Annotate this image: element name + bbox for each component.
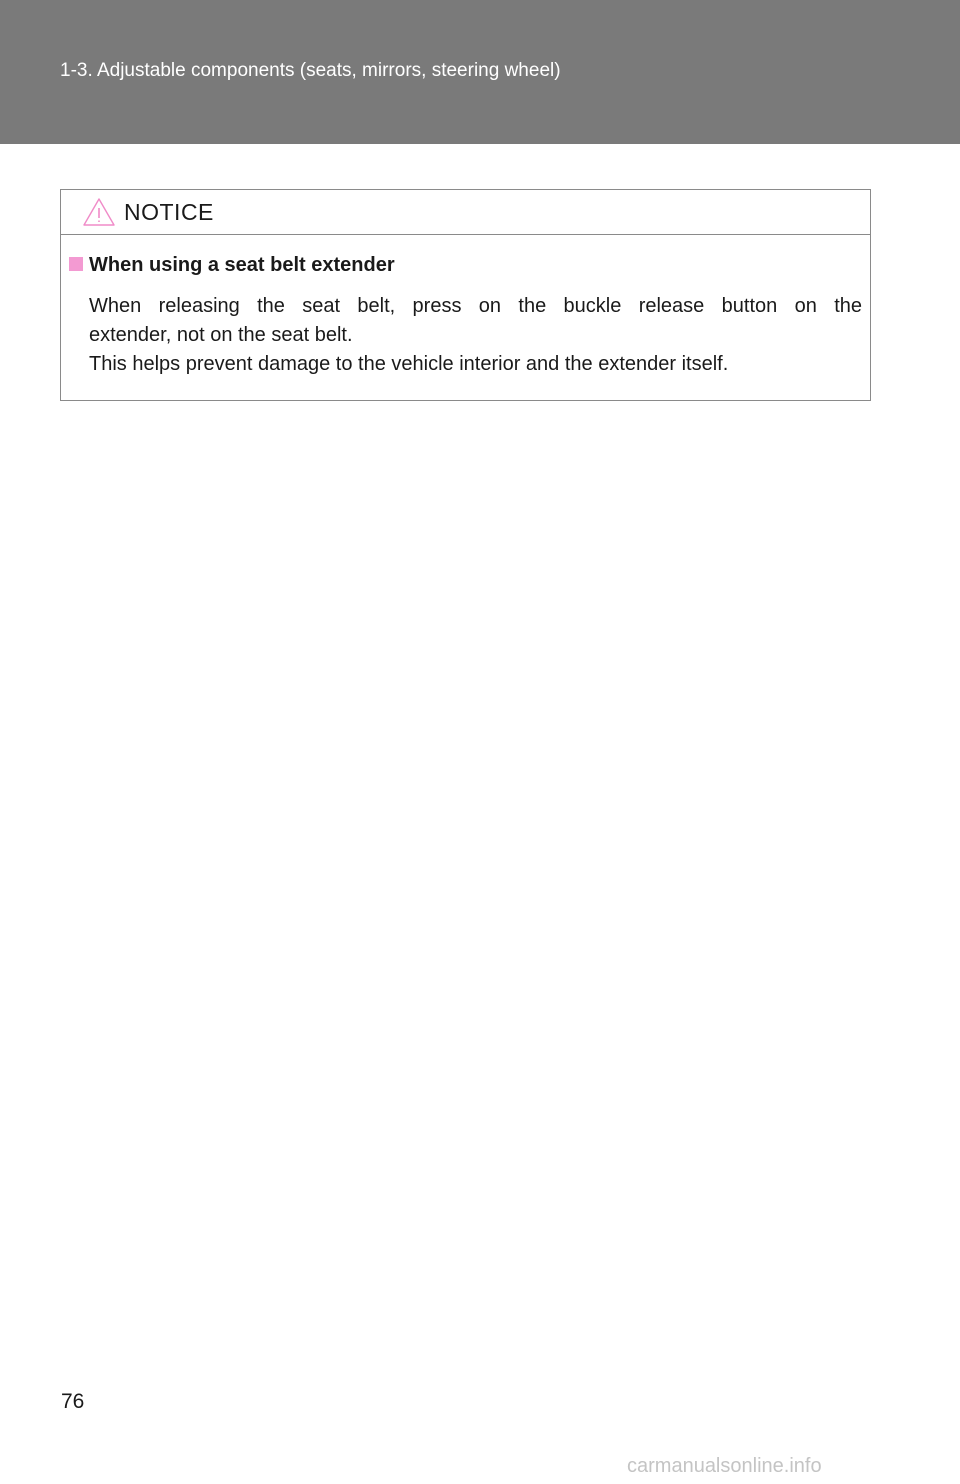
section-title: 1-3. Adjustable components (seats, mirrors, steering wheel) bbox=[60, 60, 561, 81]
square-bullet-icon bbox=[69, 257, 83, 271]
notice-paragraph-line-3: This helps prevent damage to the vehicle interior and the extender itself. bbox=[89, 353, 729, 375]
notice-subheading bbox=[69, 254, 395, 277]
notice-subheading-text: When using a seat belt extender bbox=[89, 254, 395, 276]
warning-triangle-icon bbox=[82, 197, 116, 227]
notice-title: NOTICE bbox=[124, 199, 214, 225]
header-band bbox=[0, 0, 960, 144]
notice-box bbox=[60, 189, 871, 401]
page-number: 76 bbox=[61, 1390, 85, 1413]
notice-paragraph bbox=[89, 292, 862, 379]
notice-paragraph-line-1: When releasing the seat belt, press on the buckle release button on the bbox=[89, 295, 862, 317]
notice-paragraph-line-2: extender, not on the seat belt. bbox=[89, 324, 353, 346]
notice-header bbox=[61, 190, 870, 235]
watermark: carmanualsonline.info bbox=[627, 1455, 822, 1477]
